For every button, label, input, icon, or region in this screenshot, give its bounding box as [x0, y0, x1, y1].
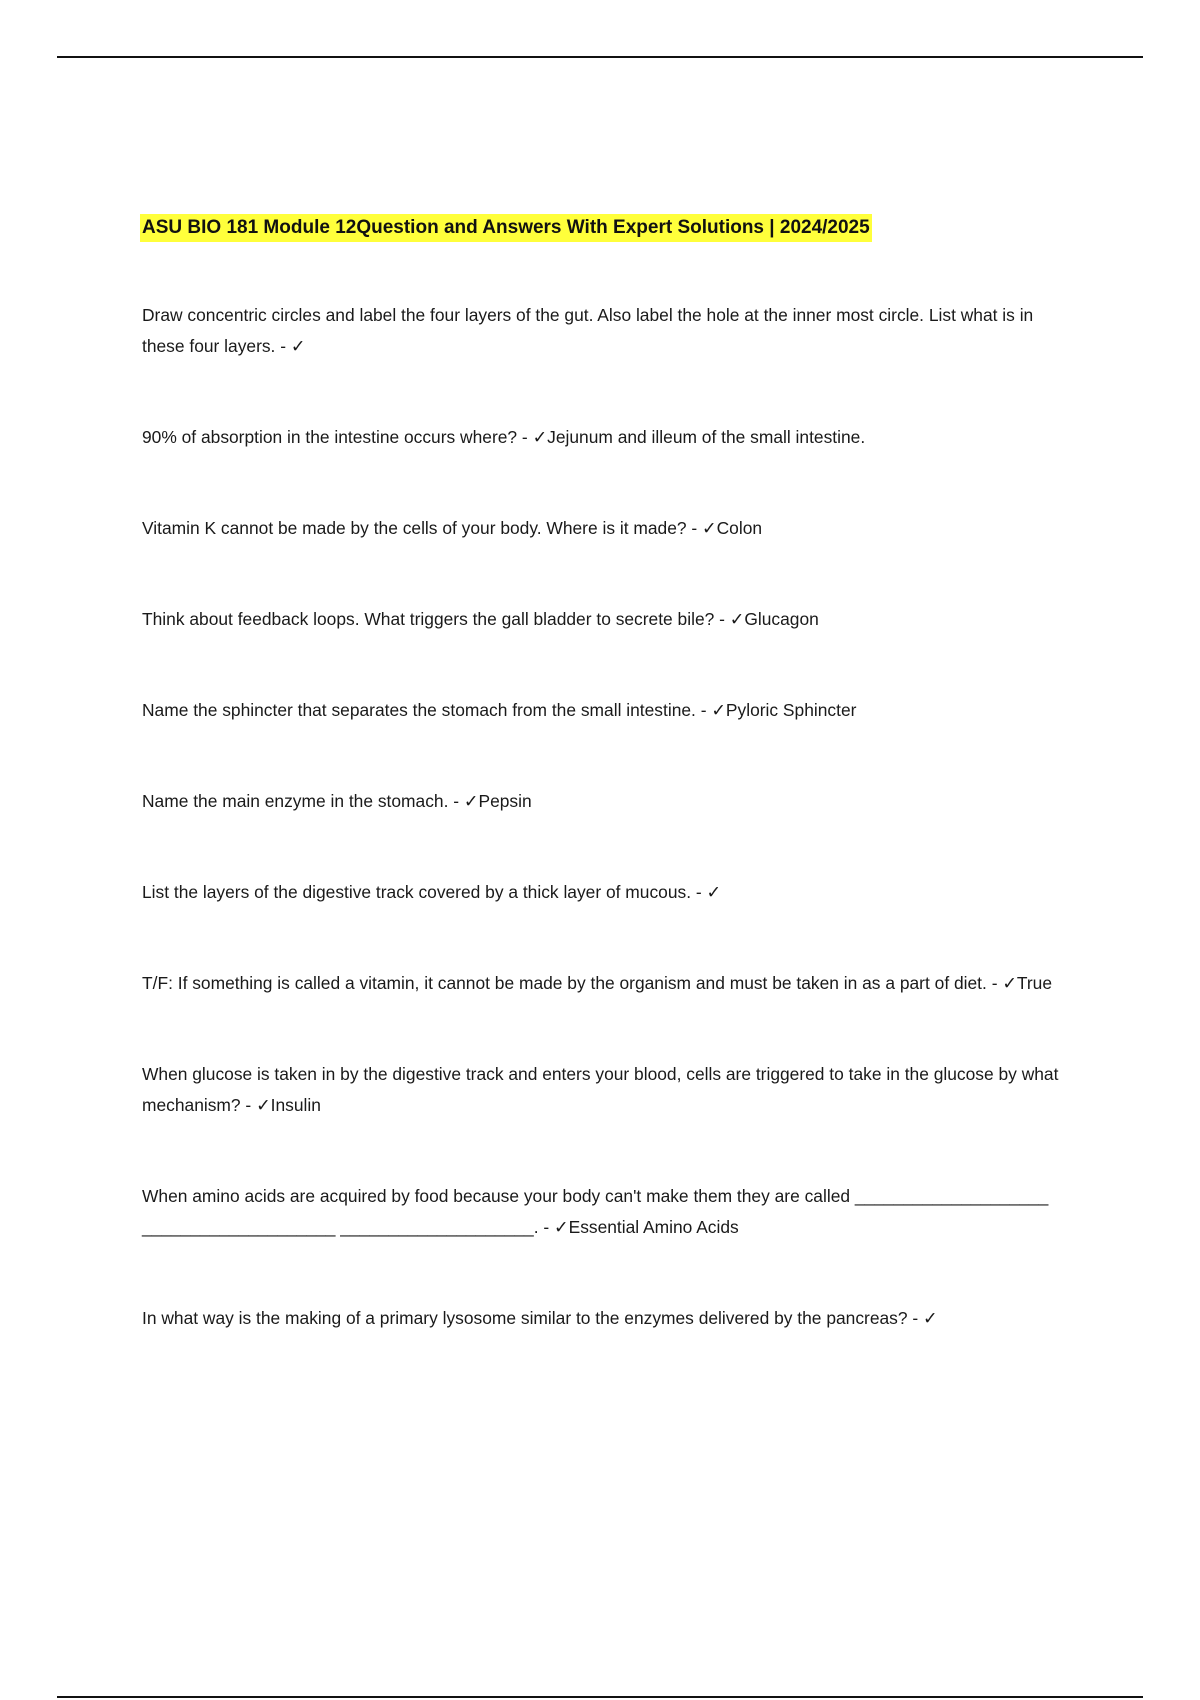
separator: -: [517, 427, 533, 447]
separator: -: [448, 791, 464, 811]
answer-text: Colon: [716, 518, 763, 538]
answer-text: True: [1016, 973, 1053, 993]
answer-text: Pepsin: [478, 791, 532, 811]
check-icon: ✓: [463, 791, 479, 811]
qa-item: [142, 1303, 1072, 1334]
footer-rule: [57, 1696, 1143, 1698]
question-text: In what way is the making of a primary lysosome similar to the enzymes delivered by the pancreas?: [142, 1308, 908, 1328]
separator: -: [714, 609, 730, 629]
separator: -: [907, 1308, 923, 1328]
qa-list: [142, 300, 1072, 1334]
qa-item: [142, 968, 1072, 999]
qa-item: [142, 1059, 1072, 1121]
answer-text: Pyloric Sphincter: [725, 700, 857, 720]
qa-item: [142, 695, 1072, 726]
check-icon: ✓: [532, 427, 548, 447]
check-icon: ✓: [729, 609, 745, 629]
check-icon: ✓: [554, 1217, 569, 1237]
separator: -: [538, 1217, 555, 1237]
qa-item: [142, 877, 1072, 908]
answer-text: Jejunum and illeum of the small intestine.: [547, 427, 866, 447]
qa-item: [142, 786, 1072, 817]
answer-text: Glucagon: [744, 609, 819, 629]
qa-item: [142, 604, 1072, 635]
separator: -: [275, 336, 291, 356]
question-text: Vitamin K cannot be made by the cells of your body. Where is it made?: [142, 518, 687, 538]
check-icon: ✓: [256, 1095, 271, 1115]
document-body: [142, 214, 1072, 1394]
qa-item: [142, 1181, 1072, 1243]
separator: -: [691, 882, 707, 902]
question-text: Think about feedback loops. What triggers the gall bladder to secrete bile?: [142, 609, 715, 629]
question-text: Draw concentric circles and label the four layers of the gut. Also label the hole at the inner most circle. List what is in these four layers.: [142, 305, 1034, 356]
question-text: 90% of absorption in the intestine occurs where?: [142, 427, 518, 447]
question-text: When glucose is taken in by the digestive track and enters your blood, cells are triggered to take in the glucose by what mechanism?: [142, 1064, 1059, 1115]
answer-text: Essential Amino Acids: [568, 1217, 739, 1237]
separator: -: [986, 973, 1003, 993]
check-icon: ✓: [290, 336, 306, 356]
check-icon: ✓: [923, 1308, 938, 1328]
question-text: List the layers of the digestive track covered by a thick layer of mucous.: [142, 882, 692, 902]
check-icon: ✓: [706, 882, 722, 902]
question-text: T/F: If something is called a vitamin, it cannot be made by the organism and must be taken in as a part of diet.: [142, 973, 987, 993]
document-title: ASU BIO 181 Module 12Question and Answers With Expert Solutions | 2024/2025: [140, 214, 872, 242]
qa-item: [142, 422, 1072, 453]
check-icon: ✓: [702, 518, 717, 538]
header-rule: [57, 56, 1143, 58]
question-text: Name the sphincter that separates the stomach from the small intestine.: [142, 700, 696, 720]
qa-item: [142, 513, 1072, 544]
check-icon: ✓: [1002, 973, 1017, 993]
question-text: Name the main enzyme in the stomach.: [142, 791, 449, 811]
separator: -: [695, 700, 712, 720]
answer-text: Insulin: [270, 1095, 321, 1115]
separator: -: [686, 518, 703, 538]
question-text: When amino acids are acquired by food because your body can't make them they are called ____________________ ____________________ ____________________.: [142, 1186, 1049, 1237]
separator: -: [240, 1095, 257, 1115]
check-icon: ✓: [711, 700, 726, 720]
qa-item: [142, 300, 1072, 362]
